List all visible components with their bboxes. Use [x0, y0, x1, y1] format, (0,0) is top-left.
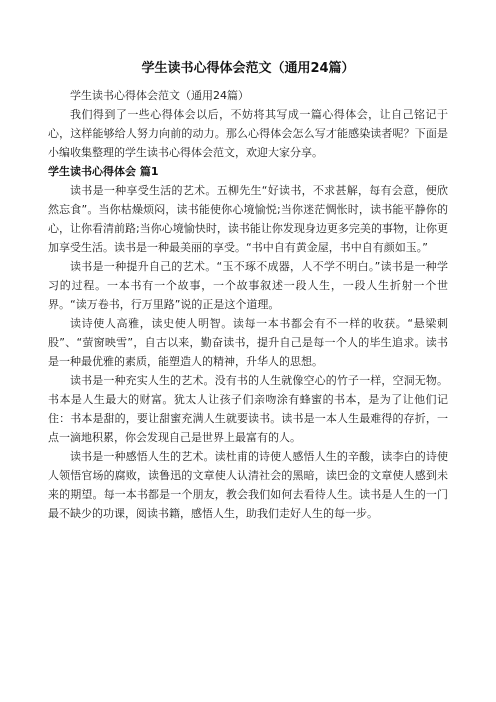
body-paragraph-2: 读书是一种提升自己的艺术。“玉不琢不成器，人不学不明白。”读书是一种学习的过程。一本书有一个故事，一个故事叙述一段人生，一段人生折射一个世界。“读万卷书，行万里路”说的正是这个道理。	[48, 260, 448, 311]
document-page	[48, 60, 448, 523]
intro-title: 学生读书心得体会范文（通用24篇）	[70, 89, 249, 102]
body-paragraph-3: 读诗使人高雅，读史使人明智。读每一本书都会有不一样的收获。“悬梁刺股”、“萤窗映雪”，自古以来，勤奋读书，提升自己是每一个人的毕生追求。读书是一种最优雅的素质，能塑造人的精神，升华人的思想。	[48, 317, 448, 368]
body-paragraph-4: 读书是一种充实人生的艺术。没有书的人生就像空心的竹子一样，空洞无物。书本是人生最大的财富。犹太人让孩子们亲吻涂有蜂蜜的书本，是为了让他们记住：书本是甜的，要让甜蜜充满人生就要读书。读书是一本人生最难得的存折，一点一滴地积累，你会发现自己是世界上最富有的人。	[48, 374, 448, 444]
intro-paragraph: 我们得到了一些心得体会以后，不妨将其写成一篇心得体会，让自己铭记于心，这样能够给人努力向前的动力。那么心得体会怎么写才能感染读者呢？下面是小编收集整理的学生读书心得体会范文，欢迎大家分享。	[48, 108, 448, 159]
body-paragraph-5: 读书是一种感悟人生的艺术。读杜甫的诗使人感悟人生的辛酸，读李白的诗使人领悟官场的腐败，读鲁迅的文章使人认清社会的黑暗，读巴金的文章使人感到未来的期望。每一本书都是一个朋友，教会我们如何去看待人生。读书是人生的一门最不缺少的功课，阅读书籍，感悟人生，助我们走好人生的每一步。	[48, 450, 448, 520]
document-title: 学生读书心得体会范文（通用24篇）	[141, 61, 355, 76]
section-heading: 学生读书心得体会 篇1	[48, 165, 159, 178]
body-paragraph-1: 读书是一种享受生活的艺术。五柳先生“好读书，不求甚解，每有会意，便欣然忘食”。当你枯燥烦闷，读书能使你心境愉悦;当你迷茫惆怅时，读书能平静你的心，让你看清前路;当你心境愉快时，读书能让你发现身边更多完美的事物，让你更加享受生活。读书是一种最美丽的享受。“书中自有黄金屋，书中自有颜如玉。”	[48, 184, 448, 254]
